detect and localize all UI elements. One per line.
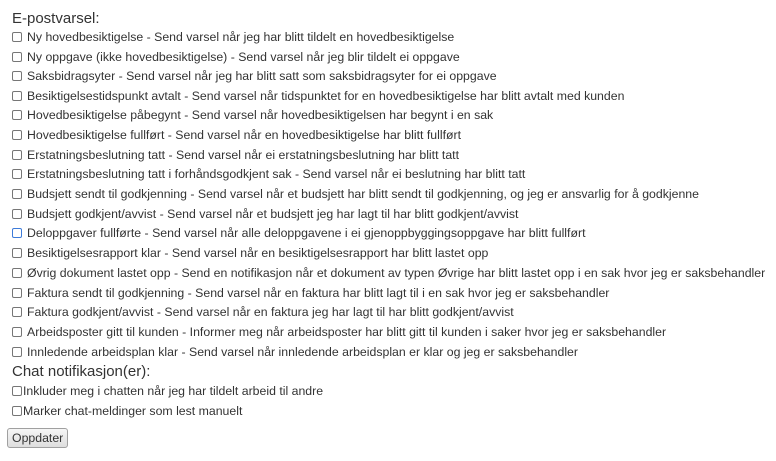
checkbox[interactable] (12, 189, 22, 199)
email-option-invoice-approved-rejected[interactable] (12, 303, 514, 321)
option-label: Erstatningsbeslutning tatt - Send varsel når ei erstatningsbeslutning har blitt tatt (27, 148, 460, 162)
email-option-other-document-uploaded[interactable] (12, 264, 765, 282)
email-notifications-heading: E-postvarsel: (12, 10, 100, 27)
email-option-compensation-decision-preapproved[interactable] (12, 165, 525, 183)
email-option-inspection-time-agreed[interactable] (12, 87, 624, 105)
option-label: Besiktigelsestidspunkt avtalt - Send varsel når tidspunktet for en hovedbesiktigelse har blitt avtalt med kunden (27, 89, 625, 103)
checkbox[interactable] (12, 71, 22, 81)
checkbox[interactable] (12, 228, 22, 238)
option-label: Arbeidsposter gitt til kunden - Informer meg når arbeidsposter har blitt gitt til kunden i saker hvor jeg er saksbehandler (27, 325, 667, 339)
email-option-new-task[interactable] (12, 48, 460, 66)
checkbox[interactable] (12, 32, 22, 42)
email-option-invoice-sent-for-approval[interactable] (12, 284, 609, 302)
email-option-initial-work-plan-ready[interactable] (12, 343, 578, 361)
chat-option-include-in-chat[interactable] (12, 382, 323, 400)
email-option-case-contributor[interactable] (12, 67, 497, 85)
checkbox[interactable] (12, 347, 22, 357)
chat-notifications-heading: Chat notifikasjon(er): (12, 363, 151, 380)
option-label: Innledende arbeidsplan klar - Send varsel når innledende arbeidsplan er klar og jeg er saksbehandler (27, 345, 578, 359)
checkbox[interactable] (12, 150, 22, 160)
option-label: Faktura godkjent/avvist - Send varsel når en faktura jeg har lagt til har blitt godkjent/avvist (27, 305, 514, 319)
option-label: Hovedbesiktigelse påbegynt - Send varsel når hovedbesiktigelsen har begynt i en sak (27, 108, 494, 122)
email-option-main-inspection-completed[interactable] (12, 126, 461, 144)
option-label: Saksbidragsyter - Send varsel når jeg har blitt satt som saksbidragsyter for ei oppgave (27, 69, 497, 83)
checkbox[interactable] (12, 406, 22, 416)
option-label: Erstatningsbeslutning tatt i forhåndsgodkjent sak - Send varsel når ei beslutning har blitt tatt (27, 167, 526, 181)
option-label: Besiktigelsesrapport klar - Send varsel når en besiktigelsesrapport har blitt lastet opp (27, 246, 489, 260)
checkbox[interactable] (12, 209, 22, 219)
email-option-compensation-decision[interactable] (12, 146, 459, 164)
checkbox[interactable] (12, 52, 22, 62)
option-label: Ny oppgave (ikke hovedbesiktigelse) - Send varsel når jeg blir tildelt ei oppgave (27, 50, 460, 64)
option-label: Budsjett godkjent/avvist - Send varsel når et budsjett jeg har lagt til har blitt godkjent/avvist (27, 207, 519, 221)
chat-option-mark-read-manually[interactable] (12, 402, 242, 420)
option-label: Ny hovedbesiktigelse - Send varsel når jeg har blitt tildelt en hovedbesiktigelse (27, 30, 455, 44)
email-option-inspection-report-ready[interactable] (12, 244, 488, 262)
option-label: Budsjett sendt til godkjenning - Send varsel når et budsjett har blitt sendt til godkjenning, og jeg er ansvarlig for å godkjenne (27, 187, 699, 201)
checkbox[interactable] (12, 130, 22, 140)
email-option-new-main-inspection[interactable] (12, 28, 454, 46)
option-label: Inkluder meg i chatten når jeg har tildelt arbeid til andre (23, 384, 324, 398)
checkbox[interactable] (12, 248, 22, 258)
email-option-budget-approved-rejected[interactable] (12, 205, 518, 223)
checkbox[interactable] (12, 110, 22, 120)
email-option-main-inspection-started[interactable] (12, 106, 493, 124)
checkbox[interactable] (12, 169, 22, 179)
checkbox[interactable] (12, 327, 22, 337)
email-option-work-items-given-to-customer[interactable] (12, 323, 666, 341)
option-label: Hovedbesiktigelse fullført - Send varsel når en hovedbesiktigelse har blitt fullført (27, 128, 462, 142)
email-option-budget-sent-for-approval[interactable] (12, 185, 699, 203)
option-label: Faktura sendt til godkjenning - Send varsel når en faktura har blitt lagt til i en sak hvor jeg er saksbehandler (27, 286, 610, 300)
update-button[interactable]: Oppdater (7, 428, 68, 448)
checkbox[interactable] (12, 307, 22, 317)
checkbox[interactable] (12, 268, 22, 278)
checkbox[interactable] (12, 91, 22, 101)
option-label: Øvrig dokument lastet opp - Send en notifikasjon når et dokument av typen Øvrige har blitt lastet opp i en sak hvor jeg er saksbehandler (27, 266, 766, 280)
option-label: Marker chat-meldinger som lest manuelt (23, 404, 243, 418)
email-option-subtasks-completed[interactable] (12, 224, 585, 242)
checkbox[interactable] (12, 288, 22, 298)
checkbox[interactable] (12, 386, 22, 396)
option-label: Deloppgaver fullførte - Send varsel når alle deloppgavene i ei gjenoppbyggingsoppgave har blitt fullført (27, 226, 586, 240)
